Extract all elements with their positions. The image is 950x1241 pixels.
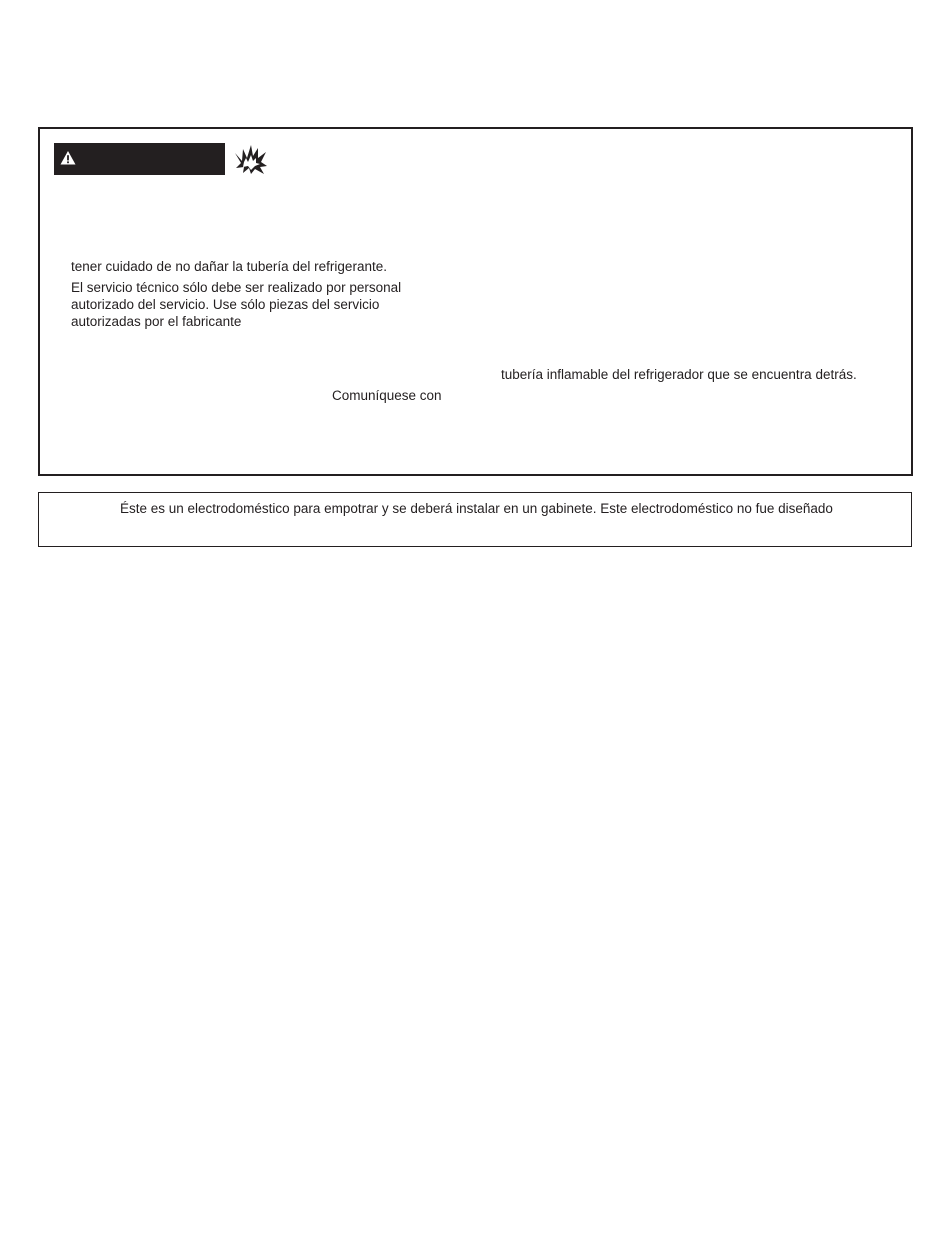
explosion-icon [234, 143, 268, 175]
warning-triangle-icon [60, 150, 76, 166]
service-instruction-line-1: El servicio técnico sólo debe ser realizado por personal [71, 280, 402, 295]
service-instruction-line-2: autorizado del servicio. Use sólo piezas del servicio [71, 297, 380, 312]
refrigerant-tubing-caution-text: tener cuidado de no dañar la tubería del refrigerante. [71, 259, 387, 274]
service-instruction-line-3: autorizadas por el fabricante [71, 314, 242, 329]
warning-box [38, 127, 913, 476]
notice-box [38, 492, 912, 547]
notice-text: Éste es un electrodoméstico para empotrar y se deberá instalar en un gabinete. Este electrodoméstico no fue diseñado [120, 501, 833, 516]
flammable-tubing-text: tubería inflamable del refrigerador que se encuentra detrás. [501, 367, 857, 382]
warning-banner [54, 143, 225, 175]
contact-text: Comuníquese con [332, 388, 442, 403]
